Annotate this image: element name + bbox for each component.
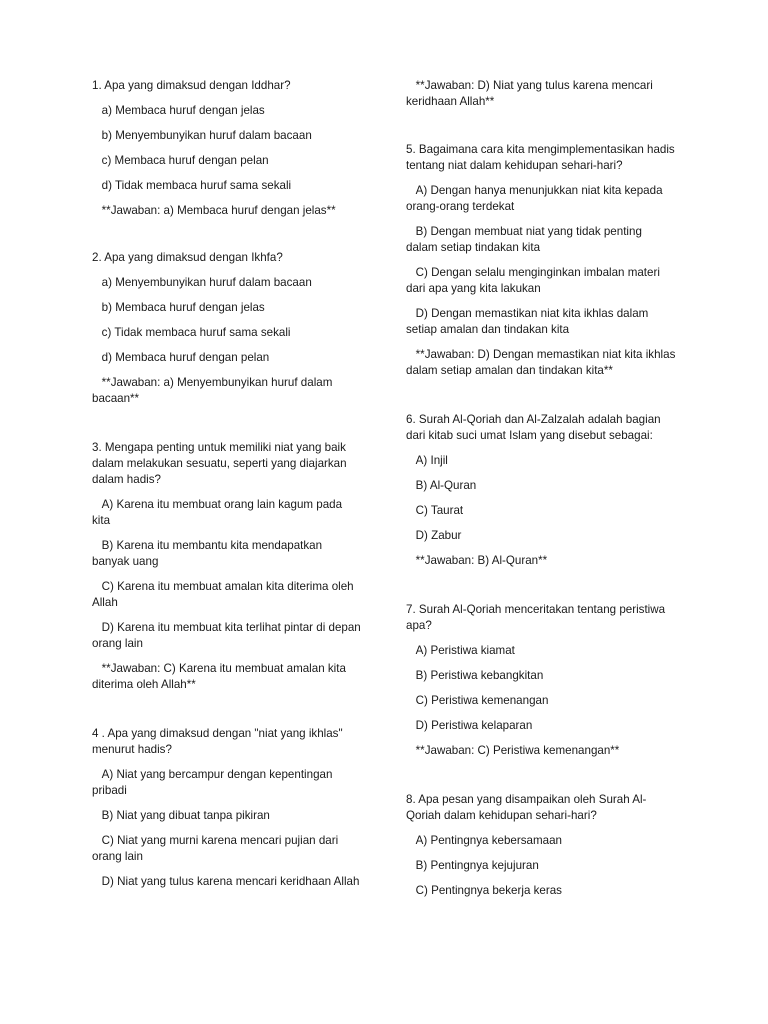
answer-option: C) Taurat — [415, 504, 464, 517]
question-block — [406, 142, 676, 379]
answer-key: **Jawaban: C) Peristiwa kemenangan** — [415, 744, 620, 757]
right-column — [406, 78, 676, 927]
question-block — [92, 726, 362, 890]
answer-option: B) Peristiwa kebangkitan — [415, 669, 544, 682]
question-text: 3. Mengapa penting untuk memiliki niat yang baik dalam melakukan sesuatu, seperti yang diajarkan dalam hadis? — [92, 441, 347, 486]
question-block — [406, 602, 676, 759]
answer-option: c) Tidak membaca huruf sama sekali — [101, 326, 291, 339]
answer-option: b) Membaca huruf dengan jelas — [101, 301, 265, 314]
answer-option: a) Menyembunyikan huruf dalam bacaan — [101, 276, 312, 289]
answer-option: D) Dengan memastikan niat kita ikhlas dalam setiap amalan dan tindakan kita — [406, 307, 649, 336]
answer-option: C) Niat yang murni karena mencari pujian dari orang lain — [92, 834, 339, 863]
answer-option: B) Niat yang dibuat tanpa pikiran — [101, 809, 270, 822]
answer-option: A) Niat yang bercampur dengan kepentingan pribadi — [92, 768, 333, 797]
answer-option: d) Membaca huruf dengan pelan — [101, 351, 270, 364]
answer-option: d) Tidak membaca huruf sama sekali — [101, 179, 292, 192]
left-column — [92, 78, 362, 918]
answer-key: **Jawaban: D) Niat yang tulus karena mencari keridhaan Allah** — [406, 79, 653, 108]
question-text: 7. Surah Al-Qoriah menceritakan tentang peristiwa apa? — [406, 603, 666, 632]
answer-option: A) Peristiwa kiamat — [415, 644, 515, 657]
answer-option: B) Karena itu membantu kita mendapatkan banyak uang — [92, 539, 323, 568]
question-block — [92, 440, 362, 693]
question-block — [92, 250, 362, 407]
answer-key: **Jawaban: D) Dengan memastikan niat kita ikhlas dalam setiap amalan dan tindakan kita** — [406, 348, 676, 377]
question-block — [406, 792, 676, 899]
answer-option: B) Al-Quran — [415, 479, 477, 492]
answer-option: A) Dengan hanya menunjukkan niat kita kepada orang-orang terdekat — [406, 184, 663, 213]
answer-option: C) Peristiwa kemenangan — [415, 694, 549, 707]
answer-option: D) Zabur — [415, 529, 462, 542]
question-text: 2. Apa yang dimaksud dengan Ikhfa? — [92, 251, 283, 264]
answer-option: B) Dengan membuat niat yang tidak penting dalam setiap tindakan kita — [406, 225, 642, 254]
question-text: 1. Apa yang dimaksud dengan Iddhar? — [92, 79, 291, 92]
answer-option: A) Pentingnya kebersamaan — [415, 834, 562, 847]
answer-option: D) Peristiwa kelaparan — [415, 719, 533, 732]
answer-option: D) Karena itu membuat kita terlihat pintar di depan orang lain — [92, 621, 361, 650]
answer-option: c) Membaca huruf dengan pelan — [101, 154, 269, 167]
answer-option: B) Pentingnya kejujuran — [415, 859, 539, 872]
question-block — [406, 78, 676, 110]
answer-key: **Jawaban: C) Karena itu membuat amalan kita diterima oleh Allah** — [92, 662, 346, 691]
question-block — [406, 412, 676, 569]
answer-option: C) Pentingnya bekerja keras — [415, 884, 562, 897]
question-text: 8. Apa pesan yang disampaikan oleh Surah Al-Qoriah dalam kehidupan sehari-hari? — [406, 793, 647, 822]
answer-option: b) Menyembunyikan huruf dalam bacaan — [101, 129, 312, 142]
answer-key: **Jawaban: a) Membaca huruf dengan jelas** — [101, 204, 336, 217]
answer-option: a) Membaca huruf dengan jelas — [101, 104, 265, 117]
answer-key: **Jawaban: a) Menyembunyikan huruf dalam bacaan** — [92, 376, 333, 405]
question-text: 5. Bagaimana cara kita mengimplementasikan hadis tentang niat dalam kehidupan sehari-hari? — [406, 143, 675, 172]
question-text: 6. Surah Al-Qoriah dan Al-Zalzalah adalah bagian dari kitab suci umat Islam yang disebut sebagai: — [406, 413, 661, 442]
question-block — [92, 78, 362, 219]
answer-option: D) Niat yang tulus karena mencari keridhaan Allah — [101, 875, 360, 888]
answer-option: C) Karena itu membuat amalan kita diterima oleh Allah — [92, 580, 354, 609]
answer-key: **Jawaban: B) Al-Quran** — [415, 554, 548, 567]
answer-option: C) Dengan selalu menginginkan imbalan materi dari apa yang kita lakukan — [406, 266, 660, 295]
answer-option: A) Injil — [415, 454, 448, 467]
answer-option: A) Karena itu membuat orang lain kagum pada kita — [92, 498, 343, 527]
question-text: 4 . Apa yang dimaksud dengan "niat yang ikhlas" menurut hadis? — [92, 727, 343, 756]
